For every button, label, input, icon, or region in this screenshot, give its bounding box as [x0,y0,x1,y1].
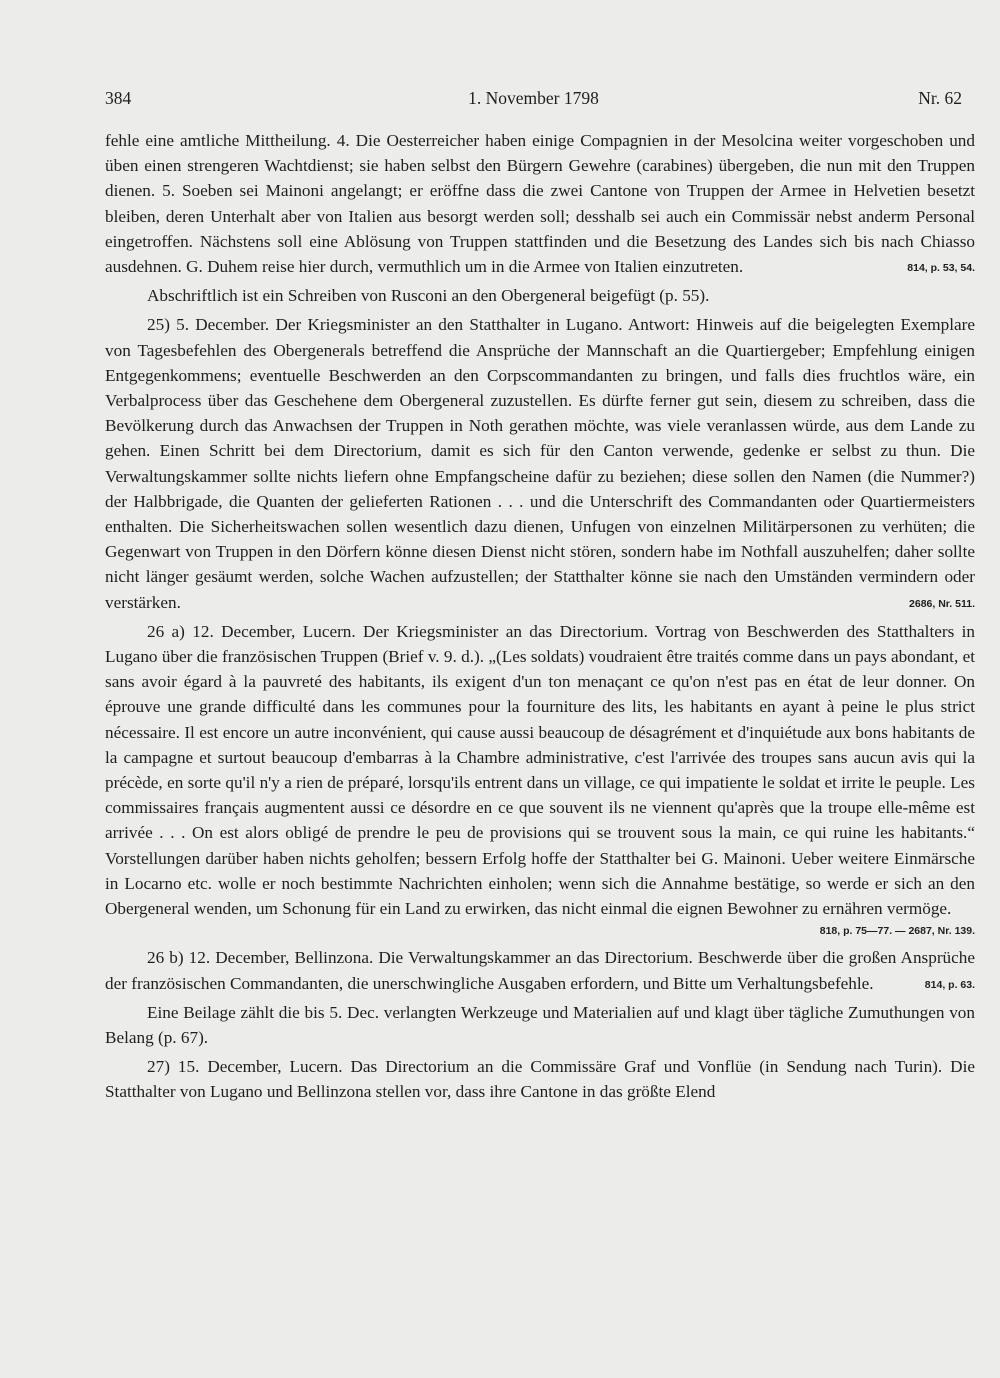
paragraph-continuation [105,128,975,279]
source-reference: 814, p. 53, 54. [907,262,975,275]
document-number: Nr. 62 [918,88,962,108]
paragraph-text: 26 b) 12. December, Bellinzona. Die Verwaltungskammer an das Directorium. Beschwerde über die großen Ansprüche der französischen Commandanten, die unerschwingliche Ausgaben erfordern, und Bitte um Verhaltungsbefehle. [105,948,975,993]
paragraph-entry-26a [105,619,975,941]
header-date: 1. November 1798 [468,88,599,108]
paragraph-text: 26 a) 12. December, Lucern. Der Kriegsminister an das Directorium. Vortrag von Beschwerden des Statthalters in Lugano über die französischen Truppen (Brief v. 9. d.). „(Les soldats) voudraient être traités comme dans un pays abondant, et sans avoir égard à la pauvreté des habitants, ils exigent d'un ton menaçant ce qu'on n'est pas en état de leur donner. On éprouve une grande difficulté dans les communes pour la fourniture des lits, les habitants en ayant à peine le plus strict nécessaire. Il est encore un autre inconvénient, qui cause aussi beaucoup de désagrément et d'inquiétude aux bons habitants de la campagne et surtout beaucoup d'embarras à la Chambre administrative, c'est l'arrivée des troupes sans aucun avis qui la précède, en sorte qu'il n'y a rien de préparé, lorsqu'ils entrent dans un village, ce qui impatiente le soldat et irrite le peuple. Les commissaires français augmentent aussi ce désordre en ce que souvent ils ne viennent qu'après que la troupe elle-même est arrivée . . . On est alors obligé de prendre le peu de provisions qui se trouvent sous la main, ce qui ruine les habitants.“ Vorstellungen darüber haben nichts geholfen; bessern Erfolg hoffe der Statthalter bei G. Mainoni. Ueber weitere Einmärsche in Locarno etc. wolle er noch bestimmte Nachrichten einholen; wenn sich die Annahme bestätige, so werde er sich an den Obergeneral wenden, um Schonung für ein Land zu erwirken, das nicht einmal die eignen Bewohner zu ernähren vermöge. [105,621,975,919]
text-body [105,128,975,1109]
paragraph-enclosure-note: Abschriftlich ist ein Schreiben von Rusconi an den Obergeneral beigefügt (p. 55). [147,286,710,306]
source-reference: 818, p. 75—77. — 2687, Nr. 139. [819,925,975,938]
paragraph-entry-26b [105,945,975,995]
paragraph-text: fehle eine amtliche Mittheilung. 4. Die Oesterreicher haben einige Compagnien in der Mesolcina weiter vorgeschoben und üben einen strengeren Wachtdienst; sie haben selbst den Bürgern Gewehre (carabines) übergeben, die nun mit den Truppen dienen. 5. Soeben sei Mainoni angelangt; er eröffne dass die zwei Cantone von Truppen der Armee in Helvetien besetzt bleiben, deren Unterhalt aber von Italien aus besorgt werden soll; desshalb sei auch ein Commissär nebst anderm Personal eingetroffen. Nächstens soll eine Ablösung von Truppen stattfinden und die Besetzung des Landes sich bis nach Chiasso ausdehnen. G. Duhem reise hier durch, vermuthlich um in die Armee von Italien einzutreten. [105,131,975,277]
paragraph-entry-25 [105,312,975,614]
page-number: 384 [105,88,132,108]
source-reference: 814, p. 63. [924,978,975,991]
paragraph-entry-27: 27) 15. December, Lucern. Das Directorium an die Commissäre Graf und Vonflüe (in Sendung nach Turin). Die Statthalter von Lugano und Bellinzona stellen vor, dass ihre Cantone in das größte Elend [105,1057,975,1102]
paragraph-text: 25) 5. December. Der Kriegsminister an den Statthalter in Lugano. Antwort: Hinweis auf die beigelegten Exemplare von Tagesbefehlen des Obergenerals betreffend die Ansprüche der Mannschaft an die Quartiergeber; Empfehlung einigen Entgegenkommens; eventuelle Beschwerden an den Corpscommandanten zu bringen, und falls dies fruchtlos wäre, ein Verbalprocess über das Geschehene dem Obergeneral zuzustellen. Es dürfte ferner gut sein, diesem zu schreiben, dass die Bevölkerung durch das Anwachsen der Truppen in Noth gerathen möchte, was viele veranlassen würde, aus dem Lande zu gehen. Einen Schritt bei dem Directorium, damit es sich für den Canton verwende, gedenke er selbst zu thun. Die Verwaltungskammer sollte nichts liefern ohne Empfangscheine dafür zu beziehen; diese sollen den Namen (die Nummer?) der Halbbrigade, die Quanten der gelieferten Rationen . . . und die Unterschrift des Commandanten oder Quartiermeisters enthalten. Die Sicherheitswachen sollen wesentlich dazu dienen, Unfugen von einzelnen Militärpersonen zu verhüten; die Gegenwart von Truppen in den Dörfern könne diesen Dienst nicht stören, sondern habe im Nothfall auszuhelfen; daher sollte nicht länger gesäumt werden, solche Wachen aufzustellen; der Statthalter könne sie nach den Umständen vermindern oder verstärken. [105,315,975,612]
paragraph-attachment-note: Eine Beilage zählt die bis 5. Dec. verlangten Werkzeuge und Materialien auf und klagt über tägliche Zumuthungen von Belang (p. 67). [105,1002,975,1047]
source-reference: 2686, Nr. 511. [909,597,975,610]
running-header [105,88,962,112]
